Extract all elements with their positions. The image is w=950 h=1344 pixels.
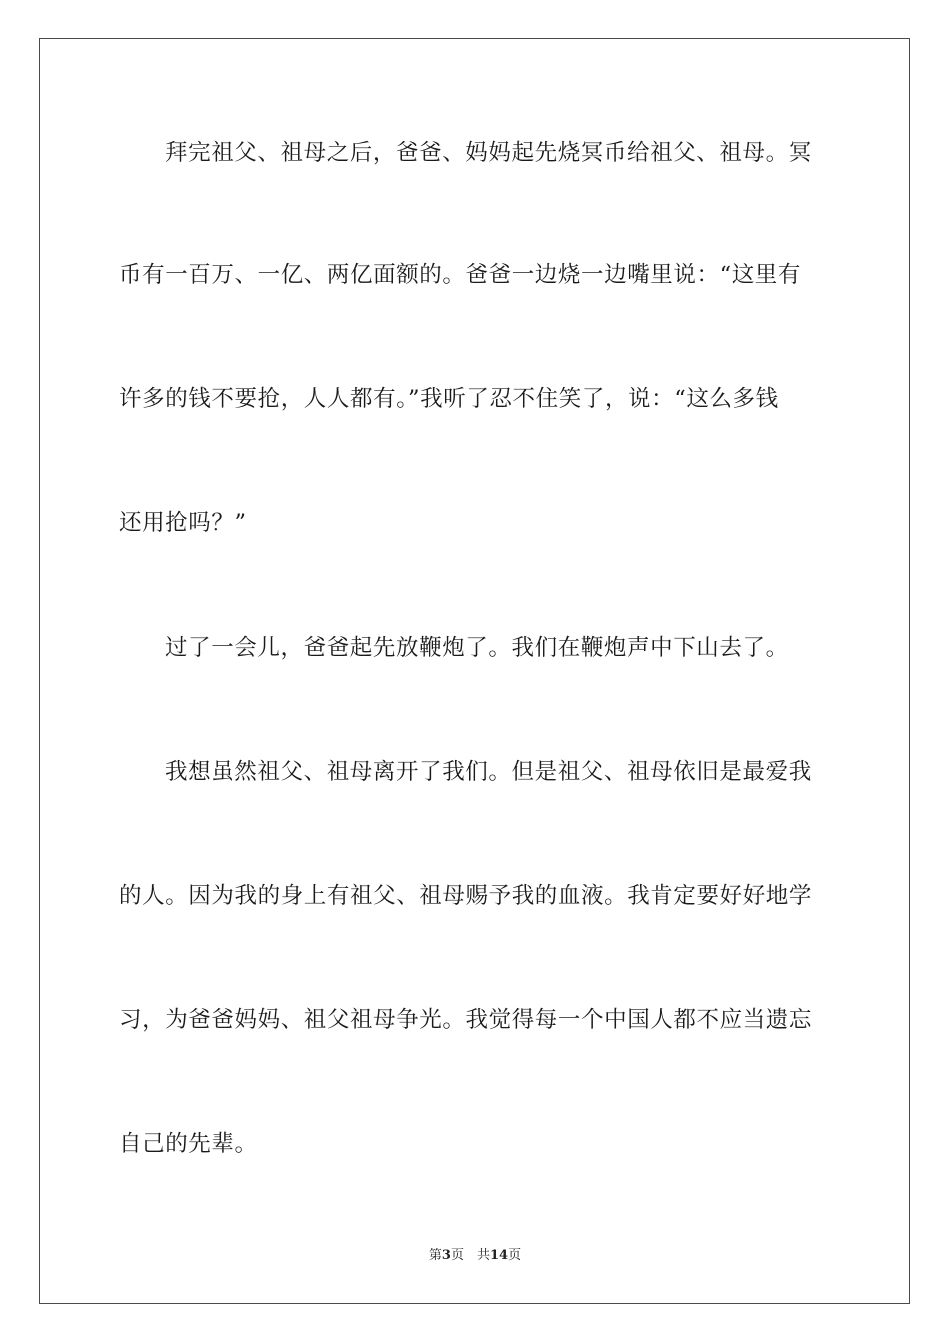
paragraph-1-line-1: 拜完祖父、祖母之后，爸爸、妈妈起先烧冥币给祖父、祖母。冥 <box>165 140 812 166</box>
page-number-footer <box>0 1247 950 1265</box>
paragraph-1-line-2: 币有一百万、一亿、两亿面额的。爸爸一边烧一边嘴里说：“这里有 <box>119 262 802 288</box>
paragraph-1-line-4: 还用抢吗？” <box>119 510 247 536</box>
paragraph-3-line-4: 自己的先辈。 <box>119 1131 258 1157</box>
page-border <box>39 38 910 1304</box>
paragraph-3-line-3: 习，为爸爸妈妈、祖父祖母争光。我觉得每一个中国人都不应当遗忘 <box>119 1007 813 1033</box>
page-suffix: 页 <box>508 1248 522 1263</box>
paragraph-3-line-1: 我想虽然祖父、祖母离开了我们。但是祖父、祖母依旧是最爱我 <box>165 759 812 785</box>
paragraph-3-line-2: 的人。因为我的身上有祖父、祖母赐予我的血液。我肯定要好好地学 <box>119 883 813 909</box>
page-mid: 页 共 <box>450 1248 490 1263</box>
paragraph-2-line-1: 过了一会儿，爸爸起先放鞭炮了。我们在鞭炮声中下山去了。 <box>165 635 789 661</box>
page-current: 3 <box>441 1248 451 1263</box>
page-prefix: 第 <box>428 1248 442 1263</box>
paragraph-1-line-3: 许多的钱不要抢，人人都有。”我听了忍不住笑了，说：“这么多钱 <box>119 386 779 412</box>
page-total: 14 <box>489 1248 509 1263</box>
